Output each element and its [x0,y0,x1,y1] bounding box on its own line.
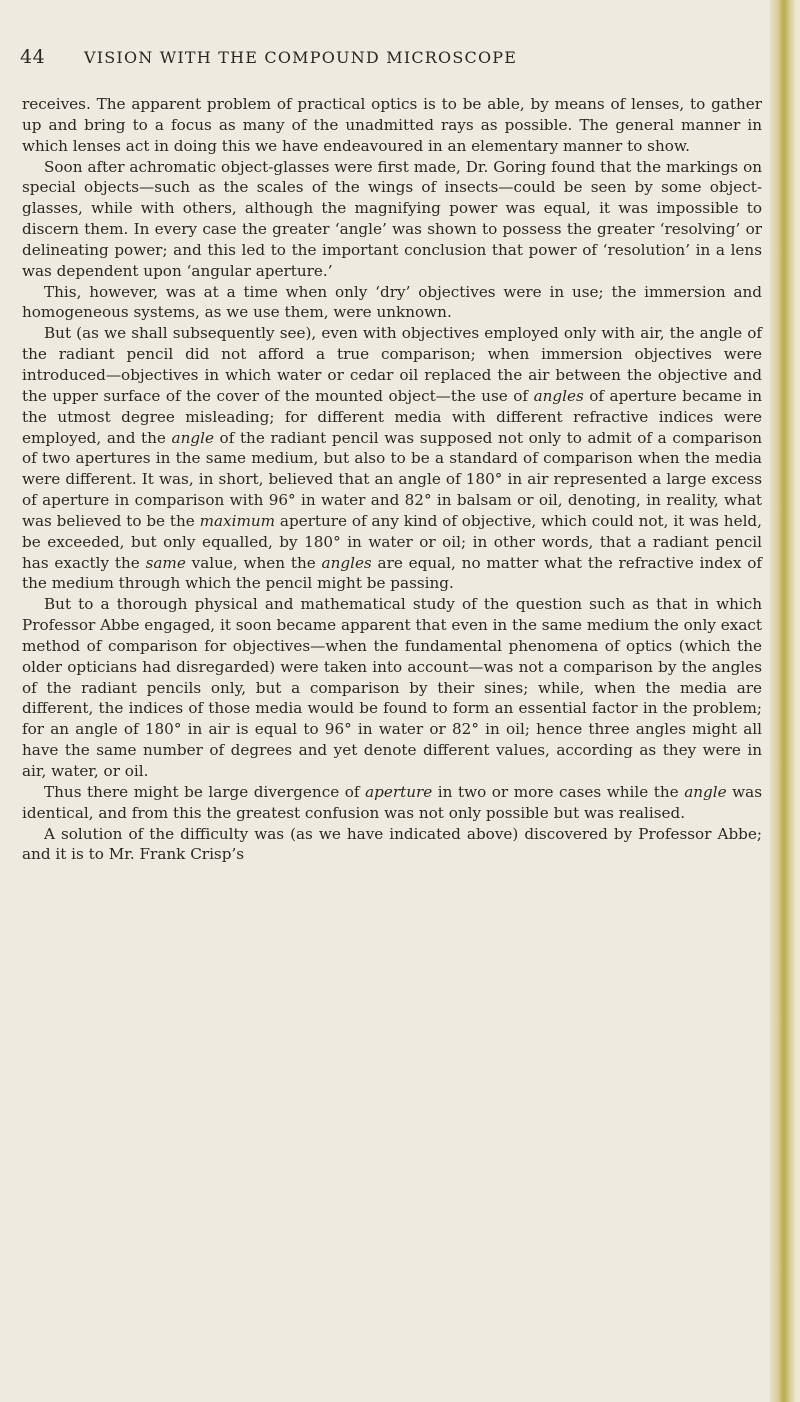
italic-text: angle [684,782,727,801]
page-header [0,46,770,78]
text-run: A solution of the difficulty was (as we have indicated above) discovered by Professor Abbe; and it is to Mr. Frank Crisp’s [22,824,762,864]
text-run: are equal, no matter what the refractive index of the medium through which the pencil might be passing. [22,553,763,593]
text-run: value, when the [185,553,322,572]
text-run: Thus there might be large divergence of [44,782,366,801]
italic-text: same [145,553,186,572]
paragraph [22,594,762,782]
text-run: Soon after achromatic object-glasses were first made, Dr. Goring found that the markings on special objects—such as the scales of the wings of insects—could be seen by some object-glasses, while with others, although the magnifying power was equal, it was impossible to discern them. In every case the greater ‘angle’ was shown to possess the greater ‘resolving’ or delineating power; and this led to the important conclusion that power of ‘resolution’ in a lens was dependent upon ‘angular aperture.’ [22,157,762,280]
paragraph [22,782,762,824]
running-head: VISION WITH THE COMPOUND MICROSCOPE [84,48,518,67]
text-run: But to a thorough physical and mathematical study of the question such as that in which Professor Abbe engaged, it soon became apparent that even in the same medium the only exact method of comparison for objectives—when the fundamental phenomena of optics (which the older opticians had disregarded) were taken into account—was not a comparison by the angles of the radiant pencils only, but a comparison by their sines; while, when the media are different, the indices of those media would be found to form an essential factor in the problem; for an angle of 180° in air is equal to 96° in water or 82° in oil; hence three angles might all have the same number of degrees and yet denote different values, according as they were in air, water, or oil. [22,595,762,780]
paragraph [22,282,762,324]
text-run: of aperture became in the utmost degree misleading; for different media with different refractive indices were employed, and the [22,386,762,447]
page-number: 44 [20,46,46,68]
paragraph [22,157,762,282]
page-edge [770,0,800,1402]
italic-text: angle [171,428,214,447]
text-run: was identical, and from this the greatest confusion was not only possible but was realised. [22,782,762,822]
italic-text: maximum [199,511,276,530]
text-run: This, however, was at a time when only ‘dry’ objectives were in use; the immersion and homogeneous systems, as we use them, were unknown. [22,282,762,322]
paragraph [22,94,762,157]
text-run: in two or more cases while the [432,782,685,801]
italic-text: aperture [365,782,433,801]
italic-text: angles [321,553,372,572]
text-run: aperture of any kind of objective, which could not, it was held, be exceeded, but only equalled, by 180° in water or oil; in other words, that a radiant pencil has exactly the [22,511,762,572]
paragraph [22,824,762,866]
text-run: But (as we shall subsequently see), even with objectives employed only with air, the angle of the radiant pencil did not afford a true comparison; when immersion objectives were introduced—objectives in which water or cedar oil replaced the air between the objective and the upper surface of the cover of the mounted object—the use of [22,324,762,405]
text-run: receives. The apparent problem of practical optics is to be able, by means of lenses, to gather up and bring to a focus as many of the unadmitted rays as possible. The general manner in which lenses act in doing this we have endeavoured in an elementary manner to show. [22,95,762,155]
body-text [22,94,762,865]
italic-text: angles [533,386,584,405]
text-run: of the radiant pencil was supposed not only to admit of a comparison of two apertures in the same medium, but also to be a standard of comparison when the media were different. It was, in short, believed that an angle of 180° in air represented a large excess of aperture in comparison with 96° in water and 82° in balsam or oil, denoting, in reality, what was believed to be the [22,428,762,530]
paragraph [22,323,762,594]
